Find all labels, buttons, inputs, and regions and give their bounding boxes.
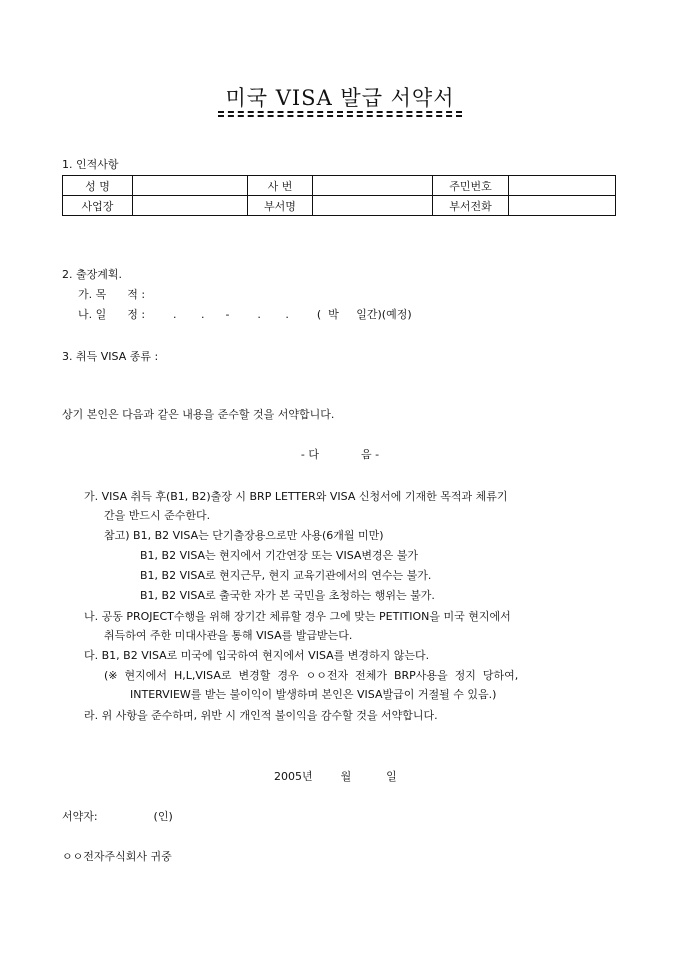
resident-number-label: 주민번호: [433, 176, 509, 196]
department-phone-label: 부서전화: [433, 196, 509, 216]
workplace-label: 사업장: [63, 196, 133, 216]
department-field[interactable]: [313, 196, 433, 216]
table-row: [63, 196, 616, 216]
reference-line1: 참고) B1, B2 VISA는 단기출장용으로만 사용(6개월 미만): [104, 529, 384, 542]
employee-number-field[interactable]: [313, 176, 433, 196]
item-ga-line1: 가. VISA 취득 후(B1, B2)출장 시 BRP LETTER와 VISA 신청서에 기재한 목적과 체류기: [84, 490, 508, 503]
title-underline: [218, 111, 462, 113]
item-da-line1: 다. B1, B2 VISA로 미국에 입국하여 현지에서 VISA를 변경하지 않는다.: [84, 649, 430, 662]
reference-line4: B1, B2 VISA로 출국한 자가 본 국민을 초청하는 행위는 불가.: [140, 589, 435, 602]
da-eum-heading: - 다 음 -: [300, 448, 380, 461]
pledge-intro: 상기 본인은 다음과 같은 내용을 준수할 것을 서약합니다.: [62, 408, 335, 421]
table-row: [63, 176, 616, 196]
department-label: 부서명: [248, 196, 313, 216]
item-na-line1: 나. 공동 PROJECT수행을 위해 장기간 체류할 경우 그에 맞는 PETITION을 미국 현지에서: [84, 610, 511, 623]
recipient-line: ㅇㅇ전자주식회사 귀중: [62, 850, 172, 863]
document-title: 미국 VISA 발급 서약서: [225, 86, 455, 110]
workplace-field[interactable]: [133, 196, 248, 216]
item-na-line2: 취득하여 주한 미대사관을 통해 VISA를 발급받는다.: [104, 629, 353, 642]
section-personal-heading: 1. 인적사항: [62, 158, 119, 171]
note-line1: (※ 현지에서 H,L,VISA로 변경할 경우 ㅇㅇ전자 전체가 BRP사용을 정지 당하여,: [104, 669, 519, 682]
employee-number-label: 사 번: [248, 176, 313, 196]
trip-purpose: 가. 목 적 :: [78, 288, 146, 301]
reference-line3: B1, B2 VISA로 현지근무, 현지 교육기관에서의 연수는 불가.: [140, 569, 432, 582]
section-trip-heading: 2. 출장계획.: [62, 268, 122, 281]
name-field[interactable]: [133, 176, 248, 196]
resident-number-field[interactable]: [509, 176, 616, 196]
title-underline-2: [218, 115, 462, 117]
pledge-date: 2005년 월 일: [274, 770, 397, 783]
section-visa-type-heading: 3. 취득 VISA 종류 :: [62, 350, 159, 363]
note-line2: INTERVIEW를 받는 불이익이 발생하며 본인은 VISA발급이 거절될 수 있음.): [130, 688, 497, 701]
name-label: 성 명: [63, 176, 133, 196]
signer-line: 서약자: (인): [62, 810, 173, 823]
reference-line2: B1, B2 VISA는 현지에서 기간연장 또는 VISA변경은 불가: [140, 549, 419, 562]
trip-schedule: 나. 일 정 : . . - . . ( 박 일간)(예정): [78, 308, 412, 321]
item-ga-line2: 간을 반드시 준수한다.: [104, 509, 211, 522]
item-ra-line1: 라. 위 사항을 준수하며, 위반 시 개인적 불이익을 감수할 것을 서약합니다.: [84, 709, 438, 722]
department-phone-field[interactable]: [509, 196, 616, 216]
personal-info-table: [62, 175, 616, 216]
